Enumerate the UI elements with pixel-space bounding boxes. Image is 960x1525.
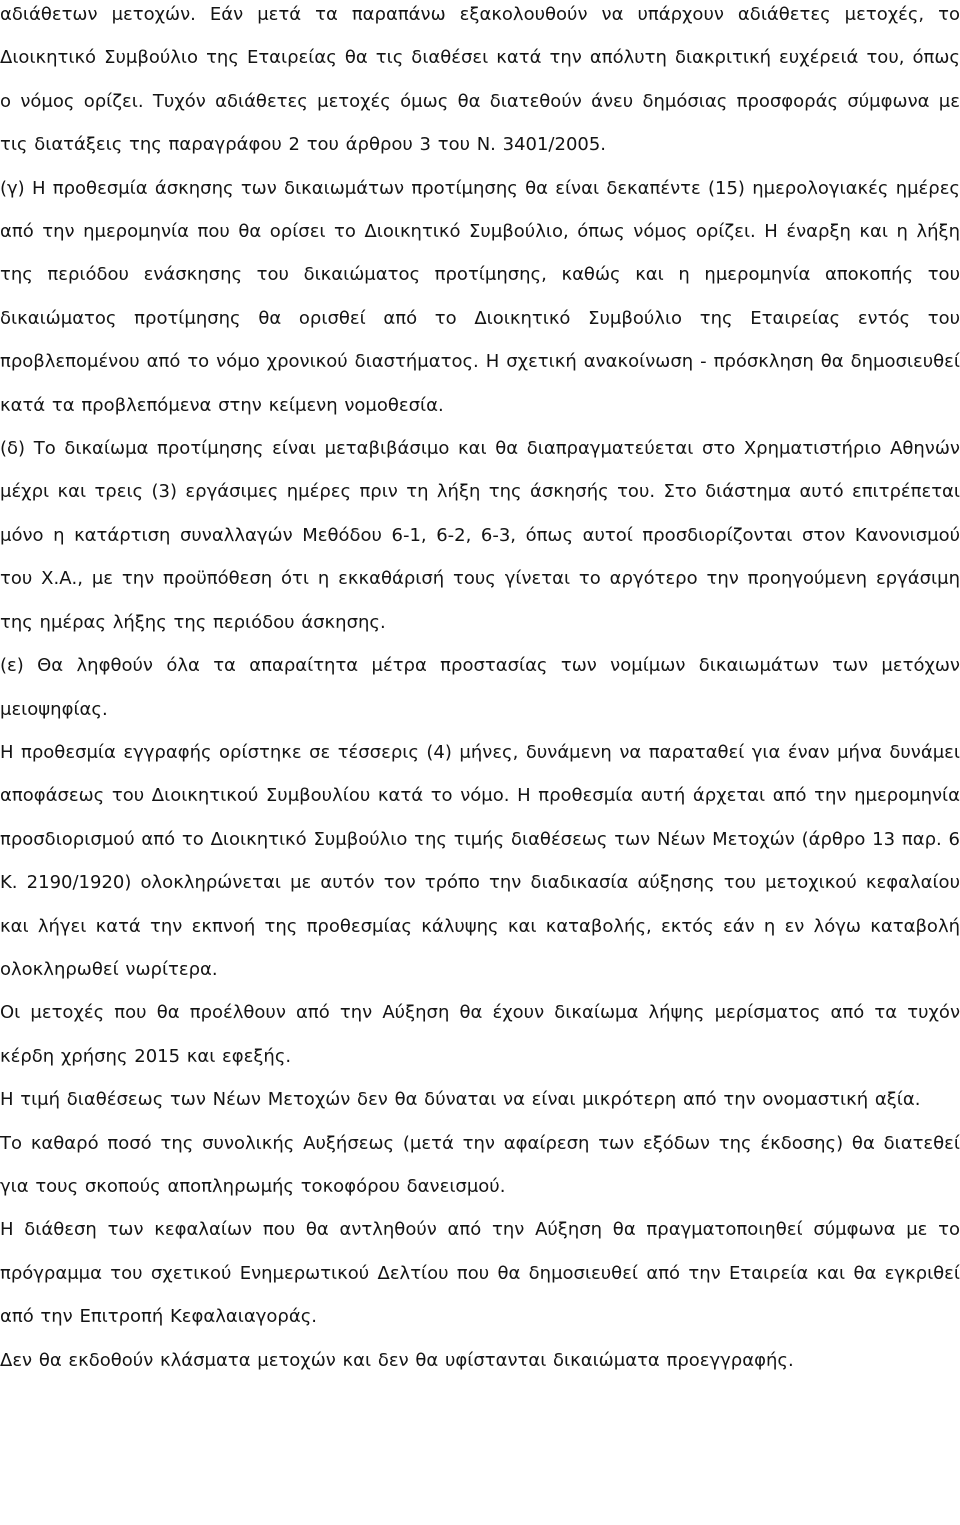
paragraph-unallocated-shares: αδιάθετων μετοχών. Εάν μετά τα παραπάνω εξακολουθούν να υπάρχουν αδιάθετες μετοχές, το Διοικητικό Συμβούλιο της Εταιρείας θα τις διαθέσει κατά την απόλυτη διακριτική ευχέρειά του, όπως ο νόμος ορίζει. Τυχόν αδιάθετες μετοχές όμως θα διατεθούν άνευ δημόσιας προσφοράς σύμφωνα με τις διατάξεις της παραγράφου 2 του άρθρου 3 του Ν. 3401/2005.: [0, 4, 960, 156]
paragraph-subscription-deadline: Η προθεσμία εγγραφής ορίστηκε σε τέσσερις (4) μήνες, δυνάμενη να παραταθεί για έναν μήνα δυνάμει αποφάσεως του Διοικητικού Συμβουλίου κατά το νόμο. Η προθεσμία αυτή άρχεται από την ημερομηνία προσδιορισμού από το Διοικητικό Συμβούλιο της τιμής διαθέσεως των Νέων Μετοχών (άρθρο 13 παρ. 6 Κ. 2190/1920) ολοκληρώνεται με αυτόν τον τρόπο την διαδικασία αύξησης του μετοχικού κεφαλαίου και λήγει κατά την εκπνοή της προθεσμίας κάλυψης και καταβολής, εκτός εάν η εν λόγω καταβολή ολοκληρωθεί νωρίτερα.: [0, 741, 960, 980]
paragraph-offer-price: Η τιμή διαθέσεως των Νέων Μετοχών δεν θα δύναται να είναι μικρότερη από την ονομαστική αξία.: [0, 1089, 921, 1111]
paragraph-use-of-funds: Η διάθεση των κεφαλαίων που θα αντληθούν από την Αύξηση θα πραγματοποιηθεί σύμφωνα με το πρόγραμμα του σχετικού Ενημερωτικού Δελτίου που θα δημοσιευθεί από την Εταιρεία και θα εγκριθεί από την Επιτροπή Κεφαλαιαγοράς.: [0, 1219, 960, 1328]
paragraph-item-d-transferable-right: (δ) Το δικαίωμα προτίμησης είναι μεταβιβάσιμο και θα διαπραγματεύεται στο Χρηματιστήριο Αθηνών μέχρι και τρεις (3) εργάσιμες ημέρες πριν τη λήξη της άσκησής του. Στο διάστημα αυτό επιτρέπεται μόνο η κατάρτιση συναλλαγών Μεθόδου 6-1, 6-2, 6-3, όπως αυτοί προσδιορίζονται στον Κανονισμού του Χ.Α., με την προϋπόθεση ότι η εκκαθάρισή τους γίνεται το αργότερο την προηγούμενη εργάσιμη της ημέρας λήξης της περιόδου άσκησης.: [0, 438, 960, 633]
paragraph-item-e-minority-protection: (ε) Θα ληφθούν όλα τα απαραίτητα μέτρα προστασίας των νομίμων δικαιωμάτων των μετόχων μειοψηφίας.: [0, 655, 960, 720]
paragraph-item-c-preemption-period: (γ) Η προθεσμία άσκησης των δικαιωμάτων προτίμησης θα είναι δεκαπέντε (15) ημερολογιακές ημέρες από την ημερομηνία που θα ορίσει το Διοικητικό Συμβούλιο, όπως νόμος ορίζει. Η έναρξη και η λήξη της περιόδου ενάσκησης του δικαιώματος προτίμησης, καθώς και η ημερομηνία αποκοπής του δικαιώματος προτίμησης θα ορισθεί από το Διοικητικό Συμβούλιο της Εταιρείας εντός του προβλεπομένου από το νόμο χρονικού διαστήματος. Η σχετική ανακοίνωση - πρόσκληση θα δημοσιευθεί κατά τα προβλεπόμενα στην κείμενη νομοθεσία.: [0, 177, 960, 416]
paragraph-no-fractions: Δεν θα εκδοθούν κλάσματα μετοχών και δεν θα υφίστανται δικαιώματα προεγγραφής.: [0, 1349, 794, 1371]
paragraph-net-proceeds: Το καθαρό ποσό της συνολικής Αυξήσεως (μετά την αφαίρεση των εξόδων της έκδοσης) θα διατεθεί για τους σκοπούς αποπληρωμής τοκοφόρου δανεισμού.: [0, 1132, 960, 1197]
paragraph-dividend-rights: Οι μετοχές που θα προέλθουν από την Αύξηση θα έχουν δικαίωμα λήψης μερίσματος από τα τυχόν κέρδη χρήσης 2015 και εφεξής.: [0, 1002, 960, 1067]
